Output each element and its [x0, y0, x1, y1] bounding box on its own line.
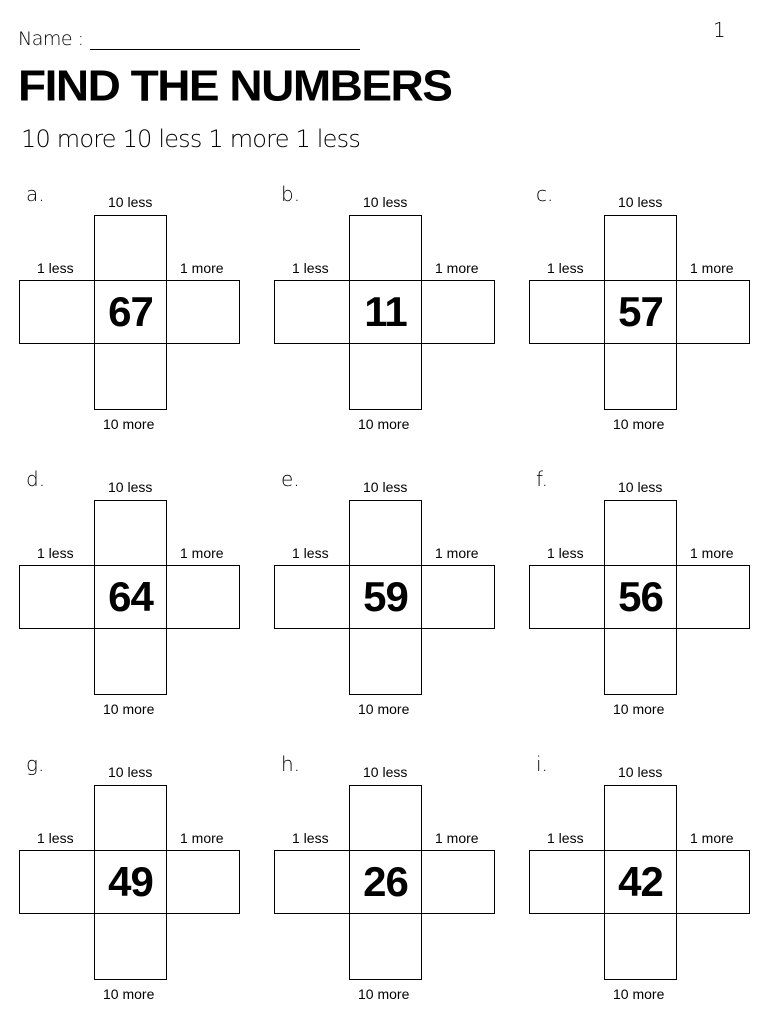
- problem-d: [19, 467, 259, 717]
- problem-letter: f.: [536, 467, 548, 491]
- label-ten-less: 10 less: [618, 764, 663, 780]
- label-ten-less: 10 less: [363, 194, 408, 210]
- label-one-less: 1 less: [292, 830, 329, 846]
- name-line[interactable]: [90, 49, 360, 50]
- label-one-less: 1 less: [37, 545, 74, 561]
- label-ten-more: 10 more: [613, 416, 665, 432]
- label-ten-more: 10 more: [613, 701, 665, 717]
- center-number: 56: [618, 573, 663, 620]
- label-ten-less: 10 less: [108, 194, 153, 210]
- label-ten-less: 10 less: [108, 479, 153, 495]
- label-one-more: 1 more: [690, 260, 734, 276]
- problem-g: [19, 752, 259, 1002]
- label-one-more: 1 more: [180, 830, 224, 846]
- center-number: 57: [618, 288, 663, 335]
- problem-letter: h.: [281, 752, 301, 776]
- problem-letter: g.: [26, 752, 45, 776]
- label-ten-more: 10 more: [358, 986, 410, 1002]
- problem-a: [19, 182, 259, 432]
- center-number: 49: [108, 858, 153, 905]
- label-one-less: 1 less: [292, 545, 329, 561]
- label-one-less: 1 less: [547, 830, 584, 846]
- center-number: 64: [108, 573, 153, 620]
- label-one-more: 1 more: [435, 260, 479, 276]
- label-ten-less: 10 less: [363, 764, 408, 780]
- label-ten-more: 10 more: [358, 416, 410, 432]
- center-number: 26: [363, 858, 408, 905]
- label-one-less: 1 less: [37, 260, 74, 276]
- label-one-less: 1 less: [547, 545, 584, 561]
- label-ten-more: 10 more: [358, 701, 410, 717]
- label-one-more: 1 more: [435, 830, 479, 846]
- center-number: 11: [364, 288, 407, 335]
- label-ten-more: 10 more: [103, 986, 155, 1002]
- label-one-less: 1 less: [292, 260, 329, 276]
- problem-i: [529, 752, 768, 1002]
- problem-letter: b.: [281, 182, 301, 206]
- label-ten-more: 10 more: [103, 701, 155, 717]
- page-subtitle: 10 more 10 less 1 more 1 less: [21, 125, 361, 153]
- label-one-less: 1 less: [547, 260, 584, 276]
- label-one-more: 1 more: [690, 830, 734, 846]
- problem-h: [274, 752, 514, 1002]
- page-title: FIND THE NUMBERS: [18, 61, 452, 111]
- page-number: 1: [713, 18, 726, 42]
- problem-letter: d.: [26, 467, 46, 491]
- center-number: 42: [618, 858, 663, 905]
- label-one-less: 1 less: [37, 830, 74, 846]
- problem-letter: c.: [536, 182, 554, 206]
- label-ten-more: 10 more: [103, 416, 155, 432]
- label-ten-less: 10 less: [618, 194, 663, 210]
- label-ten-more: 10 more: [613, 986, 665, 1002]
- label-one-more: 1 more: [180, 545, 224, 561]
- label-one-more: 1 more: [180, 260, 224, 276]
- problem-b: [274, 182, 514, 432]
- problem-letter: e.: [281, 467, 300, 491]
- label-ten-less: 10 less: [618, 479, 663, 495]
- center-number: 67: [108, 288, 153, 335]
- label-ten-less: 10 less: [108, 764, 153, 780]
- problem-letter: i.: [536, 752, 548, 776]
- label-one-more: 1 more: [690, 545, 734, 561]
- problem-letter: a.: [26, 182, 45, 206]
- label-ten-less: 10 less: [363, 479, 408, 495]
- name-label: Name :: [18, 28, 84, 50]
- problem-f: [529, 467, 768, 717]
- problem-c: [529, 182, 768, 432]
- problem-e: [274, 467, 514, 717]
- label-one-more: 1 more: [435, 545, 479, 561]
- center-number: 59: [363, 573, 408, 620]
